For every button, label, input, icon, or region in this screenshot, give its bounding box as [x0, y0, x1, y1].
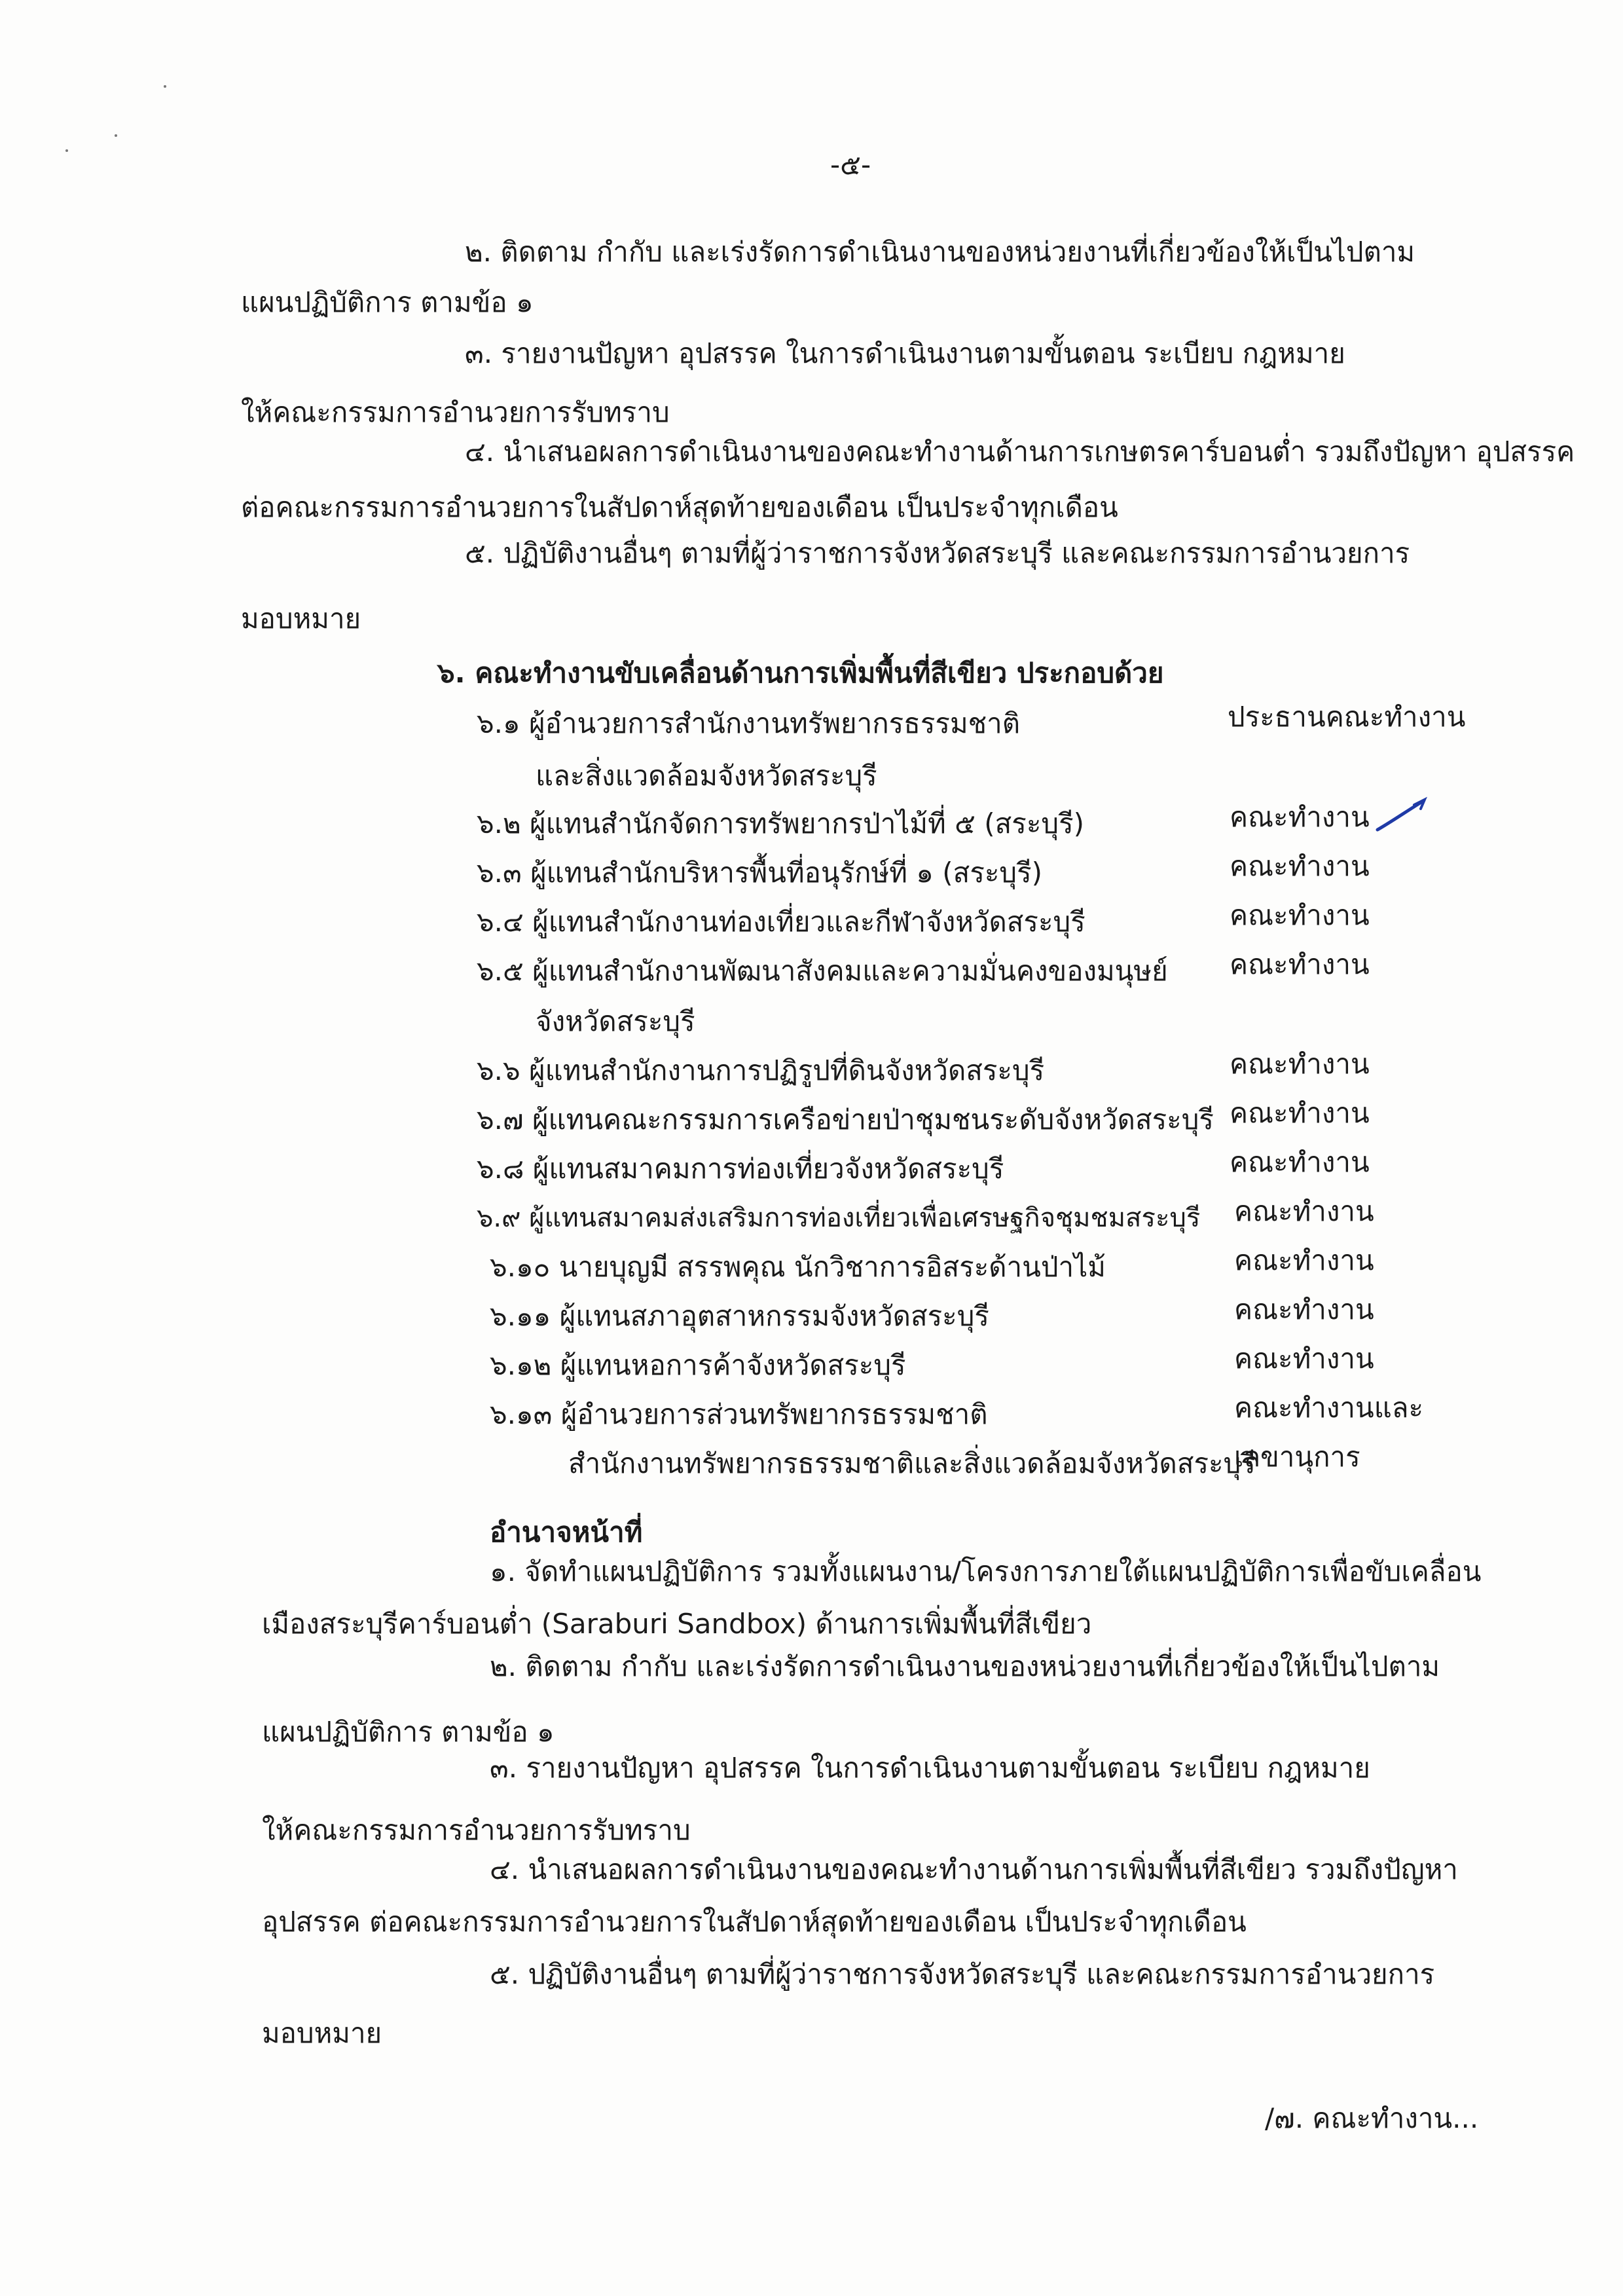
member-role: คณะทำงาน	[1234, 1342, 1374, 1375]
duty-item-1-line-2: เมืองสระบุรีคาร์บอนต่ำ (Saraburi Sandbox) ด้านการเพิ่มพื้นที่สีเขียว	[262, 1608, 1092, 1640]
member-role: คณะทำงานและ	[1234, 1392, 1424, 1424]
duty-item-3-line-1: ๓. รายงานปัญหา อุปสรรค ในการดำเนินงานตามขั้นตอน ระเบียบ กฎหมาย	[490, 1752, 1370, 1784]
paragraph-item-5-line-1: ๕. ปฏิบัติงานอื่นๆ ตามที่ผู้ว่าราชการจังหวัดสระบุรี และคณะกรรมการอำนวยการ	[465, 537, 1410, 569]
paragraph-item-3-line-1: ๓. รายงานปัญหา อุปสรรค ในการดำเนินงานตามขั้นตอน ระเบียบ กฎหมาย	[465, 337, 1345, 369]
member-name: ๖.๓ ผู้แทนสำนักบริหารพื้นที่อนุรักษ์ที่ ๑ (สระบุรี)	[477, 857, 1043, 889]
duty-item-2-line-1: ๒. ติดตาม กำกับ และเร่งรัดการดำเนินงานของหน่วยงานที่เกี่ยวข้องให้เป็นไปตาม	[490, 1650, 1440, 1682]
member-name: ๖.๗ ผู้แทนคณะกรรมการเครือข่ายป่าชุมชนระดับจังหวัดสระบุรี	[477, 1103, 1214, 1136]
member-role: คณะทำงาน	[1230, 1097, 1370, 1129]
member-role: คณะทำงาน	[1230, 1048, 1370, 1080]
page-number: -๕-	[830, 149, 871, 181]
paragraph-item-4-line-1: ๔. นำเสนอผลการดำเนินงานของคณะทำงานด้านการเกษตรคาร์บอนต่ำ รวมถึงปัญหา อุปสรรค	[465, 435, 1575, 468]
member-name-continued: จังหวัดสระบุรี	[536, 1005, 695, 1037]
paragraph-item-2-line-2: แผนปฏิบัติการ ตามข้อ ๑	[241, 286, 534, 318]
member-name: ๖.๑๓ ผู้อำนวยการส่วนทรัพยากรธรรมชาติ	[490, 1398, 988, 1430]
paragraph-item-2-line-1: ๒. ติดตาม กำกับ และเร่งรัดการดำเนินงานของหน่วยงานที่เกี่ยวข้องให้เป็นไปตาม	[465, 236, 1415, 268]
member-name: ๖.๑๐ นายบุญมี สรรพคุณ นักวิชาการอิสระด้านป่าไม้	[490, 1251, 1106, 1283]
duty-item-4-line-2: อุปสรรค ต่อคณะกรรมการอำนวยการในสัปดาห์สุดท้ายของเดือน เป็นประจำทุกเดือน	[262, 1906, 1247, 1938]
member-name-continued: สำนักงานทรัพยากรธรรมชาติและสิ่งแวดล้อมจังหวัดสระบุรี	[568, 1447, 1256, 1479]
member-role: คณะทำงาน	[1234, 1195, 1374, 1227]
member-name: ๖.๔ ผู้แทนสำนักงานท่องเที่ยวและกีฬาจังหวัดสระบุรี	[477, 906, 1085, 938]
duty-item-5-line-2: มอบหมาย	[262, 2017, 382, 2049]
section-6-heading: ๖. คณะทำงานขับเคลื่อนด้านการเพิ่มพื้นที่สีเขียว ประกอบด้วย	[437, 657, 1164, 689]
paragraph-item-3-line-2: ให้คณะกรรมการอำนวยการรับทราบ	[241, 396, 670, 428]
member-name: ๖.๑ ผู้อำนวยการสำนักงานทรัพยากรธรรมชาติ	[477, 707, 1020, 739]
member-role: คณะทำงาน	[1230, 801, 1370, 833]
member-name: ๖.๑๑ ผู้แทนสภาอุตสาหกรรมจังหวัดสระบุรี	[490, 1300, 989, 1332]
member-role: คณะทำงาน	[1234, 1293, 1374, 1325]
member-name: ๖.๑๒ ผู้แทนหอการค้าจังหวัดสระบุรี	[490, 1349, 906, 1381]
member-name: ๖.๖ ผู้แทนสำนักงานการปฏิรูปที่ดินจังหวัดสระบุรี	[477, 1054, 1045, 1086]
member-role: คณะทำงาน	[1230, 1146, 1370, 1178]
scan-speck	[65, 149, 68, 152]
duty-item-3-line-2: ให้คณะกรรมการอำนวยการรับทราบ	[262, 1814, 691, 1846]
continuation-note: /๗. คณะทำงาน...	[1265, 2102, 1479, 2134]
member-name: ๖.๙ ผู้แทนสมาคมส่งเสริมการท่องเที่ยวเพื่อเศรษฐกิจชุมชมสระบุรี	[477, 1203, 1201, 1233]
paragraph-item-4-line-2: ต่อคณะกรรมการอำนวยการในสัปดาห์สุดท้ายของเดือน เป็นประจำทุกเดือน	[241, 491, 1118, 523]
member-role-continued: เลขานุการ	[1234, 1441, 1360, 1473]
scan-speck	[115, 134, 117, 137]
duty-item-1-line-1: ๑. จัดทำแผนปฏิบัติการ รวมทั้งแผนงาน/โครงการภายใต้แผนปฏิบัติการเพื่อขับเคลื่อน	[490, 1555, 1482, 1587]
paragraph-item-5-line-2: มอบหมาย	[241, 602, 361, 635]
duty-item-5-line-1: ๕. ปฏิบัติงานอื่นๆ ตามที่ผู้ว่าราชการจังหวัดสระบุรี และคณะกรรมการอำนวยการ	[490, 1958, 1435, 1990]
pen-tick-mark-icon	[1375, 796, 1427, 835]
duties-heading: อำนาจหน้าที่	[490, 1516, 643, 1548]
member-role: คณะทำงาน	[1234, 1244, 1374, 1276]
scan-speck	[164, 85, 166, 88]
member-name: ๖.๕ ผู้แทนสำนักงานพัฒนาสังคมและความมั่นคงของมนุษย์	[477, 955, 1168, 987]
duty-item-2-line-2: แผนปฏิบัติการ ตามข้อ ๑	[262, 1716, 555, 1748]
member-role: คณะทำงาน	[1230, 850, 1370, 882]
member-name: ๖.๒ ผู้แทนสำนักจัดการทรัพยากรป่าไม้ที่ ๕ (สระบุรี)	[477, 807, 1085, 840]
member-role: คณะทำงาน	[1230, 899, 1370, 931]
member-name-continued: และสิ่งแวดล้อมจังหวัดสระบุรี	[536, 760, 877, 792]
member-role: คณะทำงาน	[1230, 948, 1370, 980]
member-role: ประธานคณะทำงาน	[1228, 701, 1466, 733]
member-name: ๖.๘ ผู้แทนสมาคมการท่องเที่ยวจังหวัดสระบุรี	[477, 1153, 1004, 1185]
duty-item-4-line-1: ๔. นำเสนอผลการดำเนินงานของคณะทำงานด้านการเพิ่มพื้นที่สีเขียว รวมถึงปัญหา	[490, 1853, 1458, 1885]
